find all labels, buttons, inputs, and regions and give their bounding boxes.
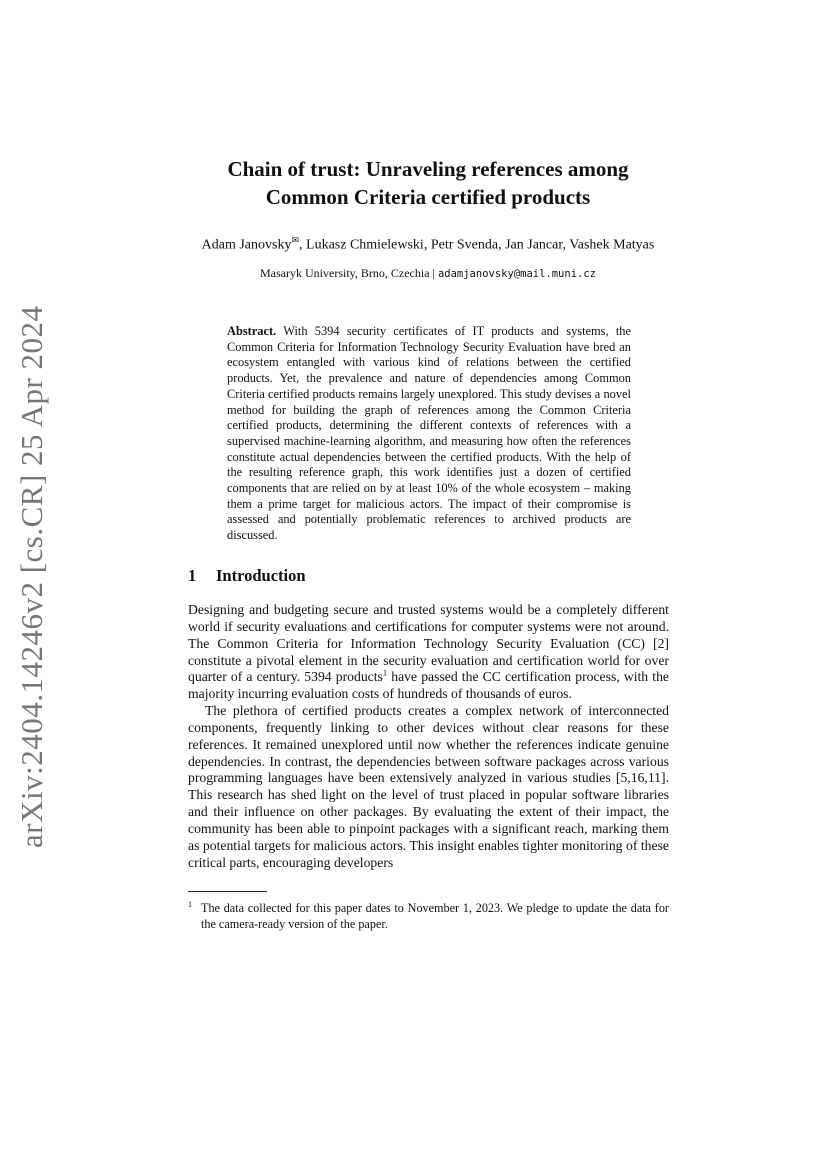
footnote-text: The data collected for this paper dates to November 1, 2023. We pledge to update the data for the camera-ready version of the paper.: [201, 901, 669, 931]
abstract-text: With 5394 security certificates of IT products and systems, the Common Criteria for Information Technology Security Evaluation have bred an ecosystem entangled with various kind of relations between the certified products. Yet, the prevalence and nature of dependencies among Common Criteria certified products remains largely unexplored. This study devises a novel method for building the graph of references among the Common Criteria certified products, determining the different contexts of references with a supervised machine-learning algorithm, and measuring how often the references constitute actual dependencies between the certified products. With the help of the resulting reference graph, this work identifies just a dozen of certified components that are relied on by at least 10% of the whole ecosystem – making them a prime target for malicious actors. The impact of their compromise is assessed and potentially problematic references to archived products are discussed.: [227, 324, 631, 543]
footnote-mark: 1: [188, 900, 192, 909]
section-number: 1: [188, 566, 197, 585]
footnote-divider: [188, 891, 267, 892]
contact-email: adamjanovsky@mail.muni.cz: [437, 268, 596, 280]
paper-title: [180, 155, 676, 211]
co-authors: , Lukasz Chmielewski, Petr Svenda, Jan Jancar, Vashek Matyas: [299, 237, 655, 253]
introduction-body: [188, 602, 669, 872]
abstract: [227, 324, 631, 544]
section-heading-introduction: [188, 566, 306, 586]
footnote-reference: 1: [382, 667, 388, 678]
paragraph: [188, 602, 669, 703]
envelope-icon: ✉: [291, 235, 300, 245]
affiliation-line: [160, 266, 696, 281]
paragraph-text: have passed the CC certification process, with the majority incurring evaluation costs of hundreds of thousands of euros.: [188, 669, 669, 702]
footnote: [188, 897, 669, 932]
paper-title-line-1: Chain of trust: Unraveling references among: [227, 157, 629, 181]
section-title: Introduction: [216, 566, 306, 585]
affiliation-separator: |: [432, 266, 435, 280]
arxiv-identifier-stamp: arXiv:2404.14246v2 [cs.CR] 25 Apr 2024: [14, 305, 49, 848]
author-list: [160, 235, 696, 254]
institution: Masaryk University, Brno, Czechia: [260, 266, 430, 280]
paragraph-text: Designing and budgeting secure and trusted systems would be a completely different world if security evaluations and certifications for computer systems were not around. The Common Criteria for Information Technology Security Evaluation (CC) [2] constitute a pivotal element in the security evaluation and certification world for over quarter of a century. 5394 products: [188, 602, 669, 685]
paragraph: The plethora of certified products creates a complex network of interconnected components, frequently linking to other devices without clear reasons for these references. It remained unexplored until now whether the references indicate genuine dependencies. In contrast, the dependencies between software packages across various programming languages have been extensively analyzed in various studies [5,16,11]. This research has shed light on the level of trust placed in popular software libraries and their influence on other packages. By evaluating the extent of their impact, the community has been able to pinpoint packages with a significant reach, marking them as potential targets for malicious actors. This insight enables tighter monitoring of these critical parts, encouraging developers: [188, 703, 669, 870]
abstract-label: Abstract.: [227, 324, 277, 338]
corresponding-author: Adam Janovsky: [201, 237, 292, 253]
paper-title-line-2: Common Criteria certified products: [265, 185, 591, 209]
